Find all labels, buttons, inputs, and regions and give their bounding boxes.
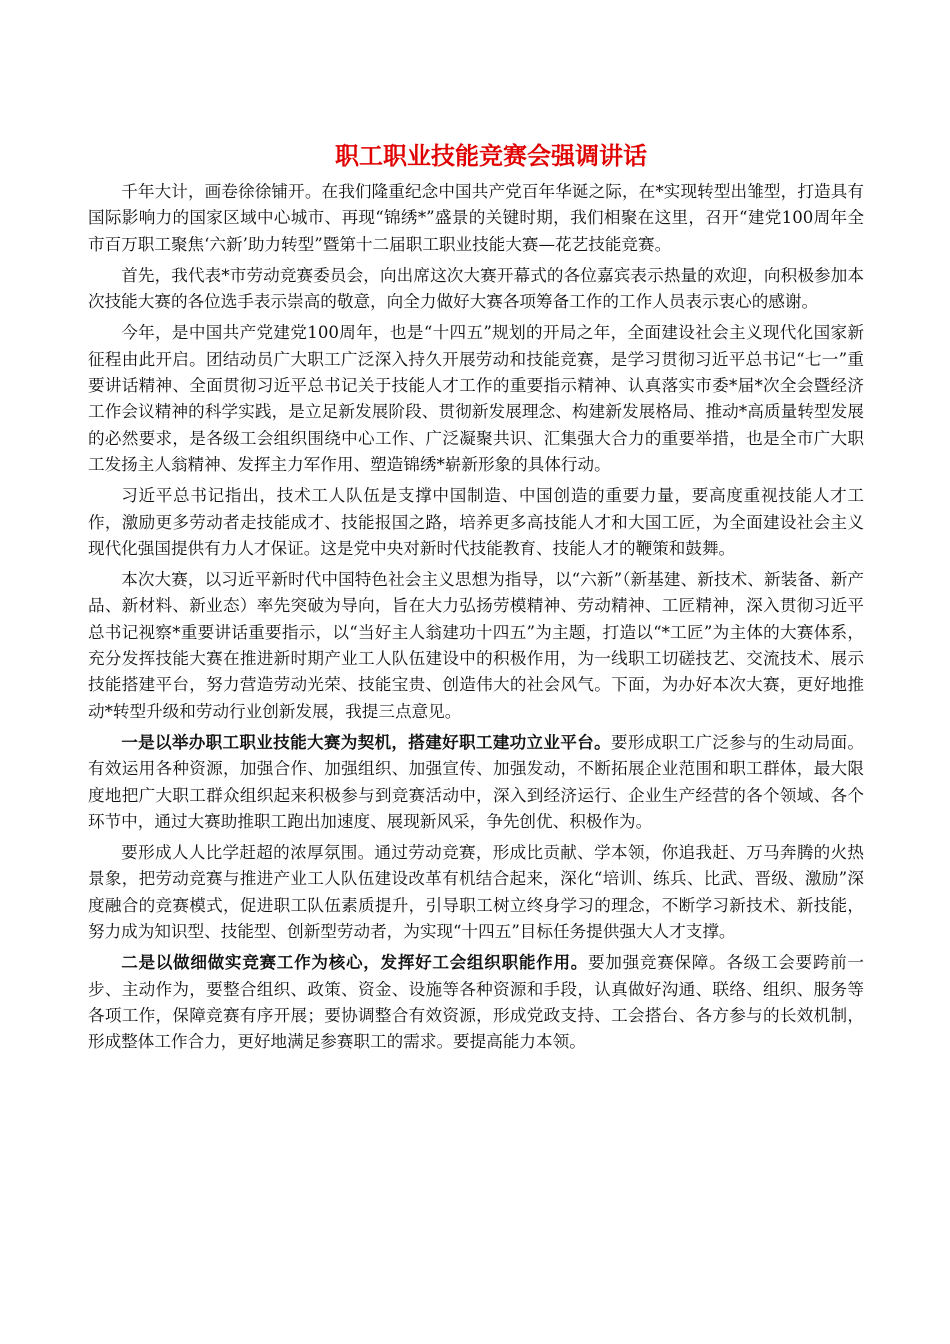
paragraph	[88, 262, 864, 316]
paragraph-text: 今年，是中国共产党建党100周年，也是“十四五”规划的开局之年，全面建设社会主义现代化国家新征程由此开启。团结动员广大职工广泛深入持久开展劳动和技能竞赛，是学习贯彻习近平总书记“七一”重要讲话精神、全面贯彻习近平总书记关于技能人才工作的重要指示精神、认真落实市委*届*次全会暨经济工作会议精神的科学实践，是立足新发展阶段、贯彻新发展理念、构建新发展格局、推动*高质量转型发展的必然要求，是各级工会组织围绕中心工作、广泛凝聚共识、汇集强大合力的重要举措，也是全市广大职工发扬主人翁精神、发挥主力军作用、塑造锦绣*崭新形象的具体行动。	[88, 323, 864, 474]
paragraph-text: 要形成职工广泛参与的生动局面。有效运用各种资源，加强合作、加强组织、加强宣传、加强发动，不断拓展企业范围和职工群体，最大限度地把广大职工群众组织起来积极参与到竞赛活动中，深入到经济运行、企业生产经营的各个领域、各个环节中，通过大赛助推职工跑出加速度、展现新风采，争先创优、积极作为。	[88, 732, 865, 831]
paragraph	[88, 949, 864, 1055]
paragraph-lead: 二是以做细做实竞赛工作为核心，发挥好工会组织职能作用。	[121, 952, 589, 973]
paragraph	[88, 178, 864, 258]
paragraph	[88, 839, 864, 945]
paragraph-lead: 一是以举办职工职业技能大赛为契机，搭建好职工建功立业平台。	[121, 731, 611, 752]
paragraph	[88, 319, 864, 478]
document-page	[88, 138, 864, 1060]
paragraph	[88, 729, 864, 835]
paragraph-text: 要形成人人比学赶超的浓厚氛围。通过劳动竞赛，形成比贡献、学本领，你追我赶、万马奔腾的火热景象，把劳动竞赛与推进产业工人队伍建设改革有机结合起来，深化“培训、练兵、比武、晋级、激励”深度融合的竞赛模式，促进职工队伍素质提升，引导职工树立终身学习的理念，不断学习新技术、新技能，努力成为知识型、技能型、创新型劳动者，为实现“十四五”目标任务提供强大人才支撑。	[88, 843, 864, 942]
paragraph-text: 首先，我代表*市劳动竞赛委员会，向出席这次大赛开幕式的各位嘉宾表示热量的欢迎，向积极参加本次技能大赛的各位选手表示崇高的敬意，向全力做好大赛各项筹备工作的工作人员表示衷心的感谢。	[88, 265, 864, 312]
paragraph-text: 千年大计，画卷徐徐铺开。在我们隆重纪念中国共产党百年华诞之际，在*实现转型出雏型，打造具有国际影响力的国家区域中心城市、再现“锦绣*”盛景的关键时期，我们相聚在这里，召开“建党100周年全市百万职工聚焦‘六新’助力转型”暨第十二届职工职业技能大赛—花艺技能竞赛。	[88, 182, 864, 254]
paragraph-text: 习近平总书记指出，技术工人队伍是支撑中国制造、中国创造的重要力量，要高度重视技能人才工作，激励更多劳动者走技能成才、技能报国之路，培养更多高技能人才和大国工匠，为全面建设社会主义现代化强国提供有力人才保证。这是党中央对新时代技能教育、技能人才的鞭策和鼓舞。	[88, 486, 864, 558]
document-title: 职工职业技能竞赛会强调讲话	[335, 142, 647, 170]
paragraph-text: 要加强竞赛保障。各级工会要跨前一步、主动作为，要整合组织、政策、资金、设施等各种资源和手段，认真做好沟通、联络、组织、服务等各项工作，保障竞赛有序开展；要协调整合有效资源，形成党政支持、工会搭台、各方参与的长效机制，形成整体工作合力，更好地满足参赛职工的需求。要提高能力本领。	[88, 953, 865, 1052]
paragraph	[88, 566, 864, 725]
paragraph-text: 本次大赛，以习近平新时代中国特色社会主义思想为指导，以“六新”（新基建、新技术、新装备、新产品、新材料、新业态）率先突破为导向，旨在大力弘扬劳模精神、劳动精神、工匠精神，深入贯彻习近平总书记视察*重要讲话重要指示，以“当好主人翁建功十四五”为主题，打造以“*工匠”为主体的大赛体系，充分发挥技能大赛在推进新时期产业工人队伍建设中的积极作用，为一线职工切磋技艺、交流技术、展示技能搭建平台，努力营造劳动光荣、技能宝贵、创造伟大的社会风气。下面，为办好本次大赛，更好地推动*转型升级和劳动行业创新发展，我提三点意见。	[88, 570, 864, 721]
paragraph	[88, 482, 864, 562]
